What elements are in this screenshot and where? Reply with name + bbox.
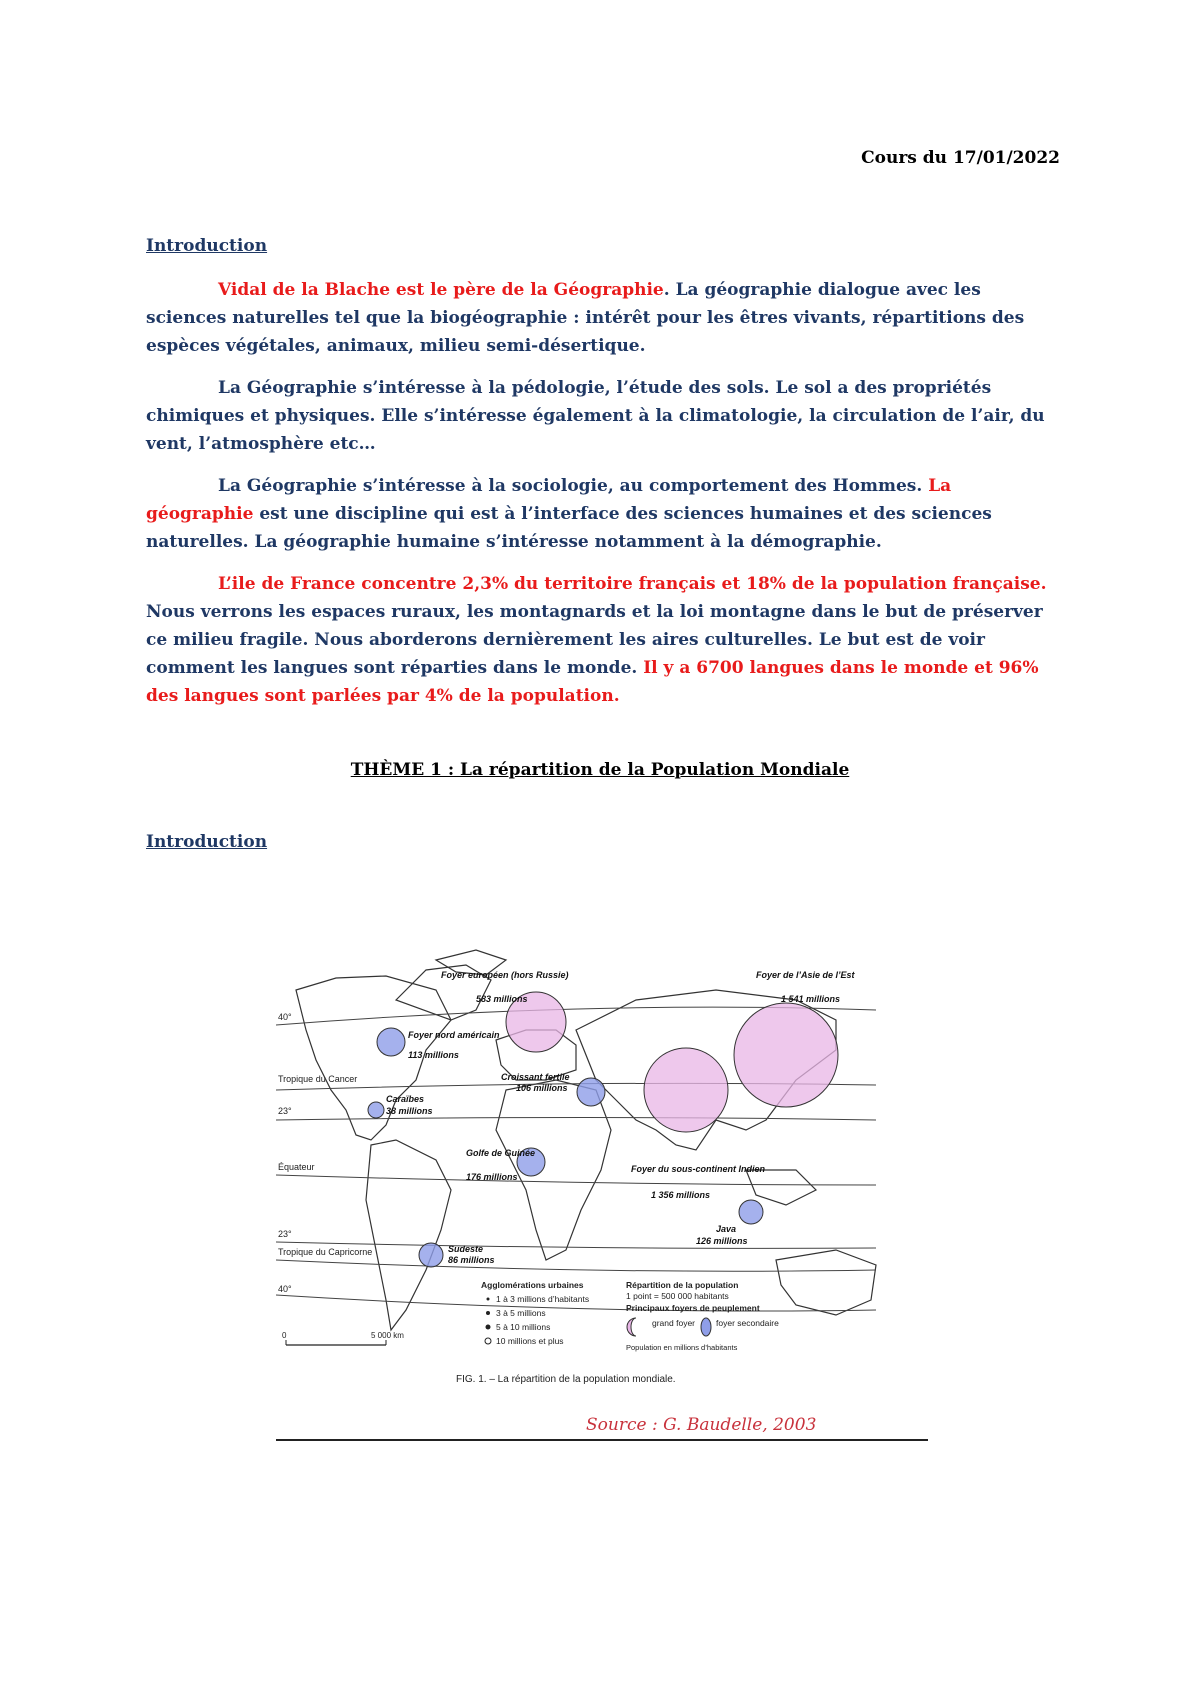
foyer-value: 86 millions: [448, 1255, 495, 1265]
foyer-value: 176 millions: [466, 1172, 518, 1182]
foyer-label: Caraïbes: [386, 1094, 425, 1104]
paragraph-text: est une discipline qui est à l’interface des sciences humaines et des sciences naturelles. La géographie humaine s’intéresse notamment à la démographie.: [146, 504, 992, 552]
legend-grand-foyer-symbol: [627, 1318, 636, 1336]
figure-caption: FIG. 1. – La répartition de la population mondiale.: [456, 1374, 676, 1385]
legend-note: Population en millions d’habitants: [626, 1343, 738, 1352]
course-date: Cours du 17/01/2022: [861, 148, 1060, 168]
foyer-croissant-fertile-circle: [577, 1078, 605, 1106]
highlight-text: L’ile de France concentre 2,3% du territoire français et 18% de la population française.: [218, 574, 1047, 594]
lat-label: 40°: [278, 1012, 292, 1022]
scale-bar: [282, 1331, 404, 1345]
latitude-labels: [278, 1012, 372, 1294]
legend-secondaire: foyer secondaire: [716, 1318, 779, 1328]
paragraph-2: [146, 374, 1060, 458]
paragraph-text: La Géographie s’intéresse à la sociologie, au comportement des Hommes.: [218, 476, 929, 496]
foyer-value: 38 millions: [386, 1106, 433, 1116]
foyer-label: Foyer européen (hors Russie): [441, 970, 569, 980]
highlight-text: Il y a 6700 langues dans le monde et 96% des langues sont parlées par 4% de la population.: [146, 658, 1039, 706]
introduction-heading: Introduction: [146, 236, 268, 256]
lat-label: Équateur: [278, 1162, 315, 1172]
paragraph-text: La Géographie s’intéresse à la pédologie, l’étude des sols. Le sol a des propriétés chimiques et physiques. Elle s’intéresse également à la climatologie, la circulation de l’air, du vent, l’atmosphère etc…: [146, 378, 1045, 454]
scale-zero: 0: [282, 1331, 287, 1340]
foyer-label: Golfe de Guinée: [466, 1148, 536, 1158]
legend-agglo-item: 3 à 5 millions: [496, 1308, 546, 1318]
foyer-value: 126 millions: [696, 1236, 748, 1246]
foyer-value: 1 541 millions: [781, 994, 841, 1004]
foyer-sudeste-circle: [419, 1243, 443, 1267]
legend-agglo-title: Agglomérations urbaines: [481, 1280, 584, 1290]
legend-repart-title: Répartition de la population: [626, 1280, 739, 1290]
lat-label: 40°: [278, 1284, 292, 1294]
paragraph-3: [146, 472, 1060, 556]
legend-secondaire-symbol: [701, 1318, 711, 1336]
foyer-label: Croissant fertile: [501, 1072, 570, 1082]
lat-label: 23°: [278, 1229, 292, 1239]
foyer-value: 583 millions: [476, 994, 528, 1004]
map-legend: [481, 1280, 779, 1352]
legend-dot: [486, 1325, 491, 1330]
highlight-text: La géographie: [146, 476, 952, 524]
highlight-text: Vidal de la Blache est le père de la Géographie: [218, 280, 664, 300]
legend-agglo-item: 1 à 3 millions d’habitants: [496, 1294, 590, 1304]
legend-repart-sub: 1 point = 500 000 habitants: [626, 1291, 729, 1301]
foyer-label: Java: [716, 1224, 737, 1234]
scale-label: 5 000 km: [371, 1331, 404, 1340]
paragraph-text: . La géographie dialogue avec les sciences naturelles tel que la biogéographie : intérêt pour les êtres vivants, répartitions des espèces végétales, animaux, milieu semi-désertique.: [146, 280, 1025, 356]
paragraph-text: Nous verrons les espaces ruraux, les montagnards et la loi montagne dans le but de préserver ce milieu fragile. Nous aborderons dernièrement les aires culturelles. Le but est de voir comment les langues sont réparties dans le monde.: [146, 602, 1043, 678]
foyer-value: 106 millions: [516, 1083, 568, 1093]
legend-foyers-title: Principaux foyers de peuplement: [626, 1303, 760, 1313]
foyer-caraibes-circle: [368, 1102, 384, 1118]
foyer-label: Foyer de l’Asie de l’Est: [756, 970, 855, 980]
handwritten-source: Source : G. Baudelle, 2003: [586, 1415, 817, 1435]
foyer-inde-circle: [644, 1048, 728, 1132]
legend-dot: [486, 1311, 490, 1315]
foyer-label: Foyer du sous-continent Indien: [631, 1164, 766, 1174]
foyer-label: Sudeste: [448, 1244, 484, 1254]
world-map-svg: [276, 930, 928, 1450]
lat-label: 23°: [278, 1106, 292, 1116]
lat-label: Tropique du Cancer: [278, 1074, 358, 1084]
legend-grand: grand foyer: [652, 1318, 695, 1328]
world-population-map-figure: [276, 930, 928, 1450]
paragraph-4: [146, 570, 1060, 710]
legend-dot: [485, 1338, 491, 1344]
paragraph-1: [146, 276, 1060, 360]
foyer-value: 1 356 millions: [651, 1190, 711, 1200]
foyer-label: Foyer nord américain: [408, 1030, 500, 1040]
foyer-java-circle: [739, 1200, 763, 1224]
foyer-nord-americain-circle: [377, 1028, 405, 1056]
introduction-heading-2: Introduction: [146, 832, 268, 852]
foyer-asie-est-circle: [734, 1003, 838, 1107]
lat-label: Tropique du Capricorne: [278, 1247, 373, 1257]
theme-title: THÈME 1 : La répartition de la Population Mondiale: [350, 760, 850, 780]
legend-agglo-item: 10 millions et plus: [496, 1336, 564, 1346]
foyer-value: 113 millions: [408, 1050, 459, 1060]
legend-dot: [487, 1298, 490, 1301]
legend-agglo-item: 5 à 10 millions: [496, 1322, 551, 1332]
